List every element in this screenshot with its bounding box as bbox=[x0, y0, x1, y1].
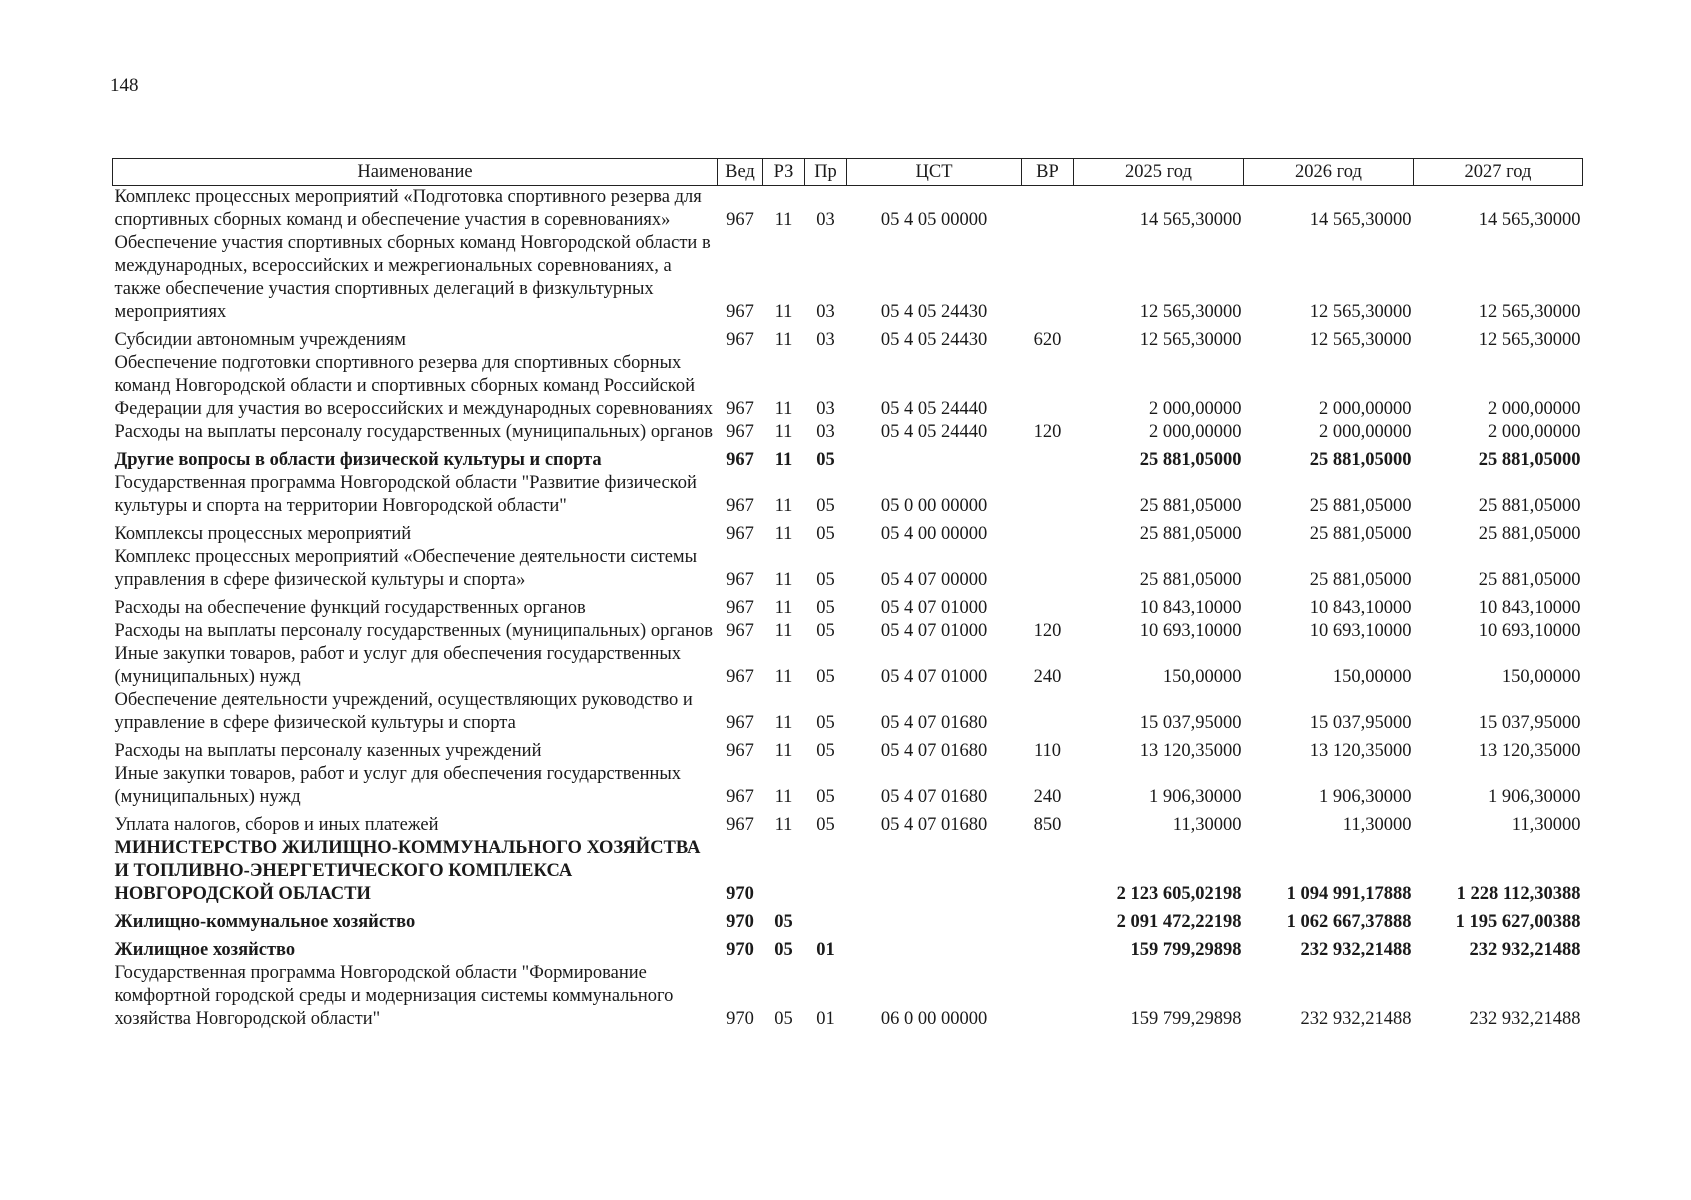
row-name: Жилищное хозяйство bbox=[114, 940, 296, 960]
row-ved: 967 bbox=[726, 787, 754, 807]
row-2026: 25 881,05000 bbox=[1309, 450, 1412, 470]
row-rz: 11 bbox=[774, 450, 793, 470]
header-2027: 2027 год bbox=[1414, 159, 1583, 186]
row-pr: 05 bbox=[816, 570, 835, 590]
row-name: Расходы на выплаты персоналу казенных учреждений bbox=[114, 741, 542, 761]
header-pr: Пр bbox=[805, 159, 847, 186]
row-cst: 06 0 00 00000 bbox=[880, 1009, 988, 1029]
row-cst: 05 4 00 00000 bbox=[880, 524, 988, 544]
header-2026: 2026 год bbox=[1244, 159, 1414, 186]
row-vr bbox=[1022, 518, 1074, 546]
row-2025: 12 565,30000 bbox=[1139, 302, 1242, 322]
row-2027: 15 037,95000 bbox=[1478, 713, 1581, 733]
row-2027: 1 195 627,00388 bbox=[1455, 912, 1581, 932]
row-name: Иные закупки товаров, работ и услуг для обеспечения государственных (муниципальных) нужд bbox=[114, 644, 682, 687]
row-2025: 15 037,95000 bbox=[1139, 713, 1242, 733]
row-rz: 11 bbox=[774, 496, 793, 516]
row-cst: 05 4 07 01000 bbox=[880, 621, 988, 641]
row-2025: 14 565,30000 bbox=[1139, 210, 1242, 230]
row-2027: 150,00000 bbox=[1501, 667, 1581, 687]
row-rz: 11 bbox=[774, 524, 793, 544]
row-name: Иные закупки товаров, работ и услуг для обеспечения государственных (муниципальных) нужд bbox=[114, 764, 682, 807]
row-2027: 1 906,30000 bbox=[1488, 787, 1581, 807]
row-rz: 11 bbox=[774, 570, 793, 590]
row-2027: 25 881,05000 bbox=[1478, 450, 1581, 470]
row-2027: 25 881,05000 bbox=[1478, 570, 1581, 590]
row-2026: 11,30000 bbox=[1342, 815, 1412, 835]
row-pr bbox=[805, 837, 847, 906]
row-rz: 11 bbox=[774, 422, 793, 442]
header-ved: Вед bbox=[718, 159, 763, 186]
row-rz: 11 bbox=[774, 787, 793, 807]
row-cst: 05 4 07 01680 bbox=[880, 787, 988, 807]
row-vr bbox=[1022, 592, 1074, 620]
header-rz: РЗ bbox=[763, 159, 805, 186]
row-2027: 10 693,10000 bbox=[1478, 621, 1581, 641]
row-pr: 05 bbox=[816, 524, 835, 544]
row-2025: 12 565,30000 bbox=[1139, 330, 1242, 350]
table-row bbox=[113, 906, 1583, 934]
row-pr: 05 bbox=[816, 598, 835, 618]
header-name: Наименование bbox=[113, 159, 718, 186]
row-pr: 05 bbox=[816, 450, 835, 470]
row-cst: 05 4 07 01680 bbox=[880, 741, 988, 761]
row-vr: 240 bbox=[1033, 787, 1062, 807]
row-name: Комплексы процессных мероприятий bbox=[114, 524, 412, 544]
row-vr: 240 bbox=[1033, 667, 1062, 687]
row-2027: 12 565,30000 bbox=[1478, 330, 1581, 350]
row-name: Расходы на выплаты персоналу государственных (муниципальных) органов bbox=[114, 621, 714, 641]
row-rz: 11 bbox=[774, 210, 793, 230]
row-rz: 11 bbox=[774, 598, 793, 618]
row-2027: 12 565,30000 bbox=[1478, 302, 1581, 322]
row-vr bbox=[1022, 689, 1074, 735]
row-ved: 967 bbox=[726, 713, 754, 733]
table-row bbox=[113, 962, 1583, 1031]
row-cst: 05 4 05 00000 bbox=[880, 210, 988, 230]
header-2025: 2025 год bbox=[1074, 159, 1244, 186]
table-row bbox=[113, 444, 1583, 472]
row-2025: 25 881,05000 bbox=[1139, 496, 1242, 516]
row-cst bbox=[847, 837, 1022, 906]
row-2025: 1 906,30000 bbox=[1149, 787, 1242, 807]
row-rz: 11 bbox=[774, 713, 793, 733]
row-vr bbox=[1022, 186, 1074, 233]
row-rz: 11 bbox=[774, 667, 793, 687]
row-rz: 05 bbox=[774, 1009, 793, 1029]
row-vr: 120 bbox=[1033, 422, 1062, 442]
row-ved: 967 bbox=[726, 450, 754, 470]
row-pr: 03 bbox=[816, 330, 835, 350]
row-2025: 159 799,29898 bbox=[1130, 1009, 1242, 1029]
row-rz: 11 bbox=[774, 815, 793, 835]
table-row bbox=[113, 643, 1583, 689]
table-row bbox=[113, 735, 1583, 763]
row-2026: 10 693,10000 bbox=[1309, 621, 1412, 641]
row-2027: 14 565,30000 bbox=[1478, 210, 1581, 230]
row-name: Жилищно-коммунальное хозяйство bbox=[114, 912, 416, 932]
row-pr: 01 bbox=[816, 1009, 835, 1029]
row-name: Расходы на обеспечение функций государственных органов bbox=[114, 598, 586, 618]
row-vr: 120 bbox=[1033, 621, 1062, 641]
row-cst: 05 0 00 00000 bbox=[880, 496, 988, 516]
row-vr bbox=[1022, 934, 1074, 962]
row-rz: 05 bbox=[774, 940, 793, 960]
row-2026: 1 906,30000 bbox=[1319, 787, 1412, 807]
row-2026: 1 094 991,17888 bbox=[1286, 884, 1412, 904]
row-pr: 05 bbox=[816, 815, 835, 835]
table-row bbox=[113, 518, 1583, 546]
table-row bbox=[113, 592, 1583, 620]
row-pr: 03 bbox=[816, 210, 835, 230]
row-cst: 05 4 05 24440 bbox=[880, 422, 988, 442]
table-row bbox=[113, 934, 1583, 962]
row-vr bbox=[1022, 962, 1074, 1031]
row-2026: 150,00000 bbox=[1332, 667, 1412, 687]
row-ved: 967 bbox=[726, 496, 754, 516]
row-rz: 11 bbox=[774, 621, 793, 641]
row-2026: 10 843,10000 bbox=[1309, 598, 1412, 618]
row-2026: 25 881,05000 bbox=[1309, 496, 1412, 516]
row-ved: 967 bbox=[726, 302, 754, 322]
row-vr: 850 bbox=[1033, 815, 1062, 835]
row-2025: 25 881,05000 bbox=[1139, 570, 1242, 590]
table-row bbox=[113, 546, 1583, 592]
row-2027: 232 932,21488 bbox=[1469, 940, 1581, 960]
row-2026: 232 932,21488 bbox=[1300, 940, 1412, 960]
table-row bbox=[113, 232, 1583, 324]
row-pr: 01 bbox=[816, 940, 835, 960]
row-ved: 967 bbox=[726, 598, 754, 618]
row-ved: 967 bbox=[726, 570, 754, 590]
table-row bbox=[113, 809, 1583, 837]
row-2027: 1 228 112,30388 bbox=[1456, 884, 1581, 904]
row-cst: 05 4 07 01000 bbox=[880, 598, 988, 618]
row-ved: 967 bbox=[726, 524, 754, 544]
row-ved: 967 bbox=[726, 422, 754, 442]
table-body bbox=[113, 186, 1583, 1032]
row-2026: 13 120,35000 bbox=[1309, 741, 1412, 761]
row-2027: 11,30000 bbox=[1511, 815, 1581, 835]
row-ved: 967 bbox=[726, 815, 754, 835]
table-row bbox=[113, 837, 1583, 906]
row-pr: 05 bbox=[816, 787, 835, 807]
row-2025: 10 843,10000 bbox=[1139, 598, 1242, 618]
row-cst: 05 4 07 01680 bbox=[880, 815, 988, 835]
row-2025: 10 693,10000 bbox=[1139, 621, 1242, 641]
table-row bbox=[113, 620, 1583, 643]
row-pr bbox=[805, 906, 847, 934]
row-2026: 2 000,00000 bbox=[1319, 422, 1412, 442]
row-ved: 967 bbox=[726, 330, 754, 350]
table-header-row bbox=[113, 159, 1583, 186]
table-row bbox=[113, 689, 1583, 735]
row-ved: 970 bbox=[726, 1009, 754, 1029]
row-pr: 05 bbox=[816, 713, 835, 733]
row-name: Обеспечение деятельности учреждений, осуществляющих руководство и управление в сфере физической культуры и спорта bbox=[114, 690, 693, 733]
row-vr bbox=[1022, 232, 1074, 324]
row-2027: 2 000,00000 bbox=[1488, 399, 1581, 419]
row-vr bbox=[1022, 546, 1074, 592]
row-cst bbox=[847, 906, 1022, 934]
row-vr bbox=[1022, 837, 1074, 906]
row-cst: 05 4 05 24440 bbox=[880, 399, 988, 419]
row-ved: 970 bbox=[726, 912, 754, 932]
row-2025: 2 000,00000 bbox=[1149, 422, 1242, 442]
row-name: Уплата налогов, сборов и иных платежей bbox=[114, 815, 439, 835]
row-name: Обеспечение участия спортивных сборных команд Новгородской области в международных, всероссийских и межрегиональных соревнованиях, а также обеспечение участия спортивных делегаций в физкультурных мероприятиях bbox=[114, 233, 711, 322]
row-name: Комплекс процессных мероприятий «Обеспечение деятельности системы управления в сфере физической культуры и спорта» bbox=[114, 547, 698, 590]
row-2026: 12 565,30000 bbox=[1309, 330, 1412, 350]
row-2025: 13 120,35000 bbox=[1139, 741, 1242, 761]
row-ved: 970 bbox=[726, 884, 754, 904]
row-cst: 05 4 07 00000 bbox=[880, 570, 988, 590]
row-vr: 110 bbox=[1033, 741, 1062, 761]
row-cst: 05 4 07 01680 bbox=[880, 713, 988, 733]
row-name: МИНИСТЕРСТВО ЖИЛИЩНО-КОММУНАЛЬНОГО ХОЗЯЙСТВА И ТОПЛИВНО-ЭНЕРГЕТИЧЕСКОГО КОМПЛЕКСА НОВГОРОДСКОЙ ОБЛАСТИ bbox=[114, 838, 701, 904]
row-ved: 967 bbox=[726, 621, 754, 641]
row-2026: 15 037,95000 bbox=[1309, 713, 1412, 733]
row-pr: 05 bbox=[816, 621, 835, 641]
row-cst: 05 4 05 24430 bbox=[880, 330, 988, 350]
row-2026: 232 932,21488 bbox=[1300, 1009, 1412, 1029]
row-cst: 05 4 05 24430 bbox=[880, 302, 988, 322]
row-pr: 03 bbox=[816, 302, 835, 322]
table-row bbox=[113, 324, 1583, 352]
row-cst bbox=[847, 934, 1022, 962]
row-2025: 2 123 605,02198 bbox=[1116, 884, 1242, 904]
row-2026: 12 565,30000 bbox=[1309, 302, 1412, 322]
row-name: Другие вопросы в области физической культуры и спорта bbox=[114, 450, 602, 470]
row-vr bbox=[1022, 352, 1074, 421]
row-2025: 2 091 472,22198 bbox=[1116, 912, 1242, 932]
row-2025: 11,30000 bbox=[1172, 815, 1242, 835]
row-2027: 25 881,05000 bbox=[1478, 496, 1581, 516]
row-2027: 10 843,10000 bbox=[1478, 598, 1581, 618]
table-row bbox=[113, 186, 1583, 233]
row-ved: 970 bbox=[726, 940, 754, 960]
table-row bbox=[113, 352, 1583, 421]
row-2027: 232 932,21488 bbox=[1469, 1009, 1581, 1029]
row-rz: 11 bbox=[774, 302, 793, 322]
row-name: Государственная программа Новгородской области "Формирование комфортной городской среды и модернизация системы коммунального хозяйства Новгородской области" bbox=[114, 963, 674, 1029]
table-row bbox=[113, 763, 1583, 809]
row-2026: 25 881,05000 bbox=[1309, 570, 1412, 590]
row-rz: 11 bbox=[774, 330, 793, 350]
row-rz: 05 bbox=[774, 912, 793, 932]
row-rz: 11 bbox=[774, 741, 793, 761]
row-pr: 03 bbox=[816, 399, 835, 419]
row-name: Комплекс процессных мероприятий «Подготовка спортивного резерва для спортивных сборных команд и обеспечение участия в соревнованиях» bbox=[114, 187, 702, 230]
row-2025: 159 799,29898 bbox=[1130, 940, 1242, 960]
row-ved: 967 bbox=[726, 741, 754, 761]
row-2025: 150,00000 bbox=[1162, 667, 1242, 687]
row-name: Субсидии автономным учреждениям bbox=[114, 330, 406, 350]
row-name: Государственная программа Новгородской области "Развитие физической культуры и спорта на территории Новгородской области" bbox=[114, 473, 697, 516]
table-row bbox=[113, 472, 1583, 518]
row-pr: 03 bbox=[816, 422, 835, 442]
row-2025: 2 000,00000 bbox=[1149, 399, 1242, 419]
row-name: Обеспечение подготовки спортивного резерва для спортивных сборных команд Новгородской области и спортивных сборных команд Российской Федерации для участия во всероссийских и международных соревнованиях bbox=[114, 353, 713, 419]
row-2026: 25 881,05000 bbox=[1309, 524, 1412, 544]
row-2027: 2 000,00000 bbox=[1488, 422, 1581, 442]
row-cst: 05 4 07 01000 bbox=[880, 667, 988, 687]
row-name: Расходы на выплаты персоналу государственных (муниципальных) органов bbox=[114, 422, 714, 442]
row-ved: 967 bbox=[726, 667, 754, 687]
budget-table bbox=[112, 158, 1583, 1031]
row-rz bbox=[763, 837, 805, 906]
header-cst: ЦСТ bbox=[847, 159, 1022, 186]
header-vr: ВР bbox=[1022, 159, 1074, 186]
row-2026: 2 000,00000 bbox=[1319, 399, 1412, 419]
row-vr bbox=[1022, 444, 1074, 472]
row-2027: 13 120,35000 bbox=[1478, 741, 1581, 761]
row-pr: 05 bbox=[816, 741, 835, 761]
page-number: 148 bbox=[110, 75, 139, 96]
row-pr: 05 bbox=[816, 496, 835, 516]
row-2026: 1 062 667,37888 bbox=[1286, 912, 1412, 932]
row-cst bbox=[847, 444, 1022, 472]
row-vr bbox=[1022, 906, 1074, 934]
row-rz: 11 bbox=[774, 399, 793, 419]
row-pr: 05 bbox=[816, 667, 835, 687]
row-2027: 25 881,05000 bbox=[1478, 524, 1581, 544]
row-vr bbox=[1022, 472, 1074, 518]
row-vr: 620 bbox=[1033, 330, 1062, 350]
row-ved: 967 bbox=[726, 399, 754, 419]
row-2025: 25 881,05000 bbox=[1139, 524, 1242, 544]
table-row bbox=[113, 421, 1583, 444]
row-2025: 25 881,05000 bbox=[1139, 450, 1242, 470]
row-ved: 967 bbox=[726, 210, 754, 230]
row-2026: 14 565,30000 bbox=[1309, 210, 1412, 230]
